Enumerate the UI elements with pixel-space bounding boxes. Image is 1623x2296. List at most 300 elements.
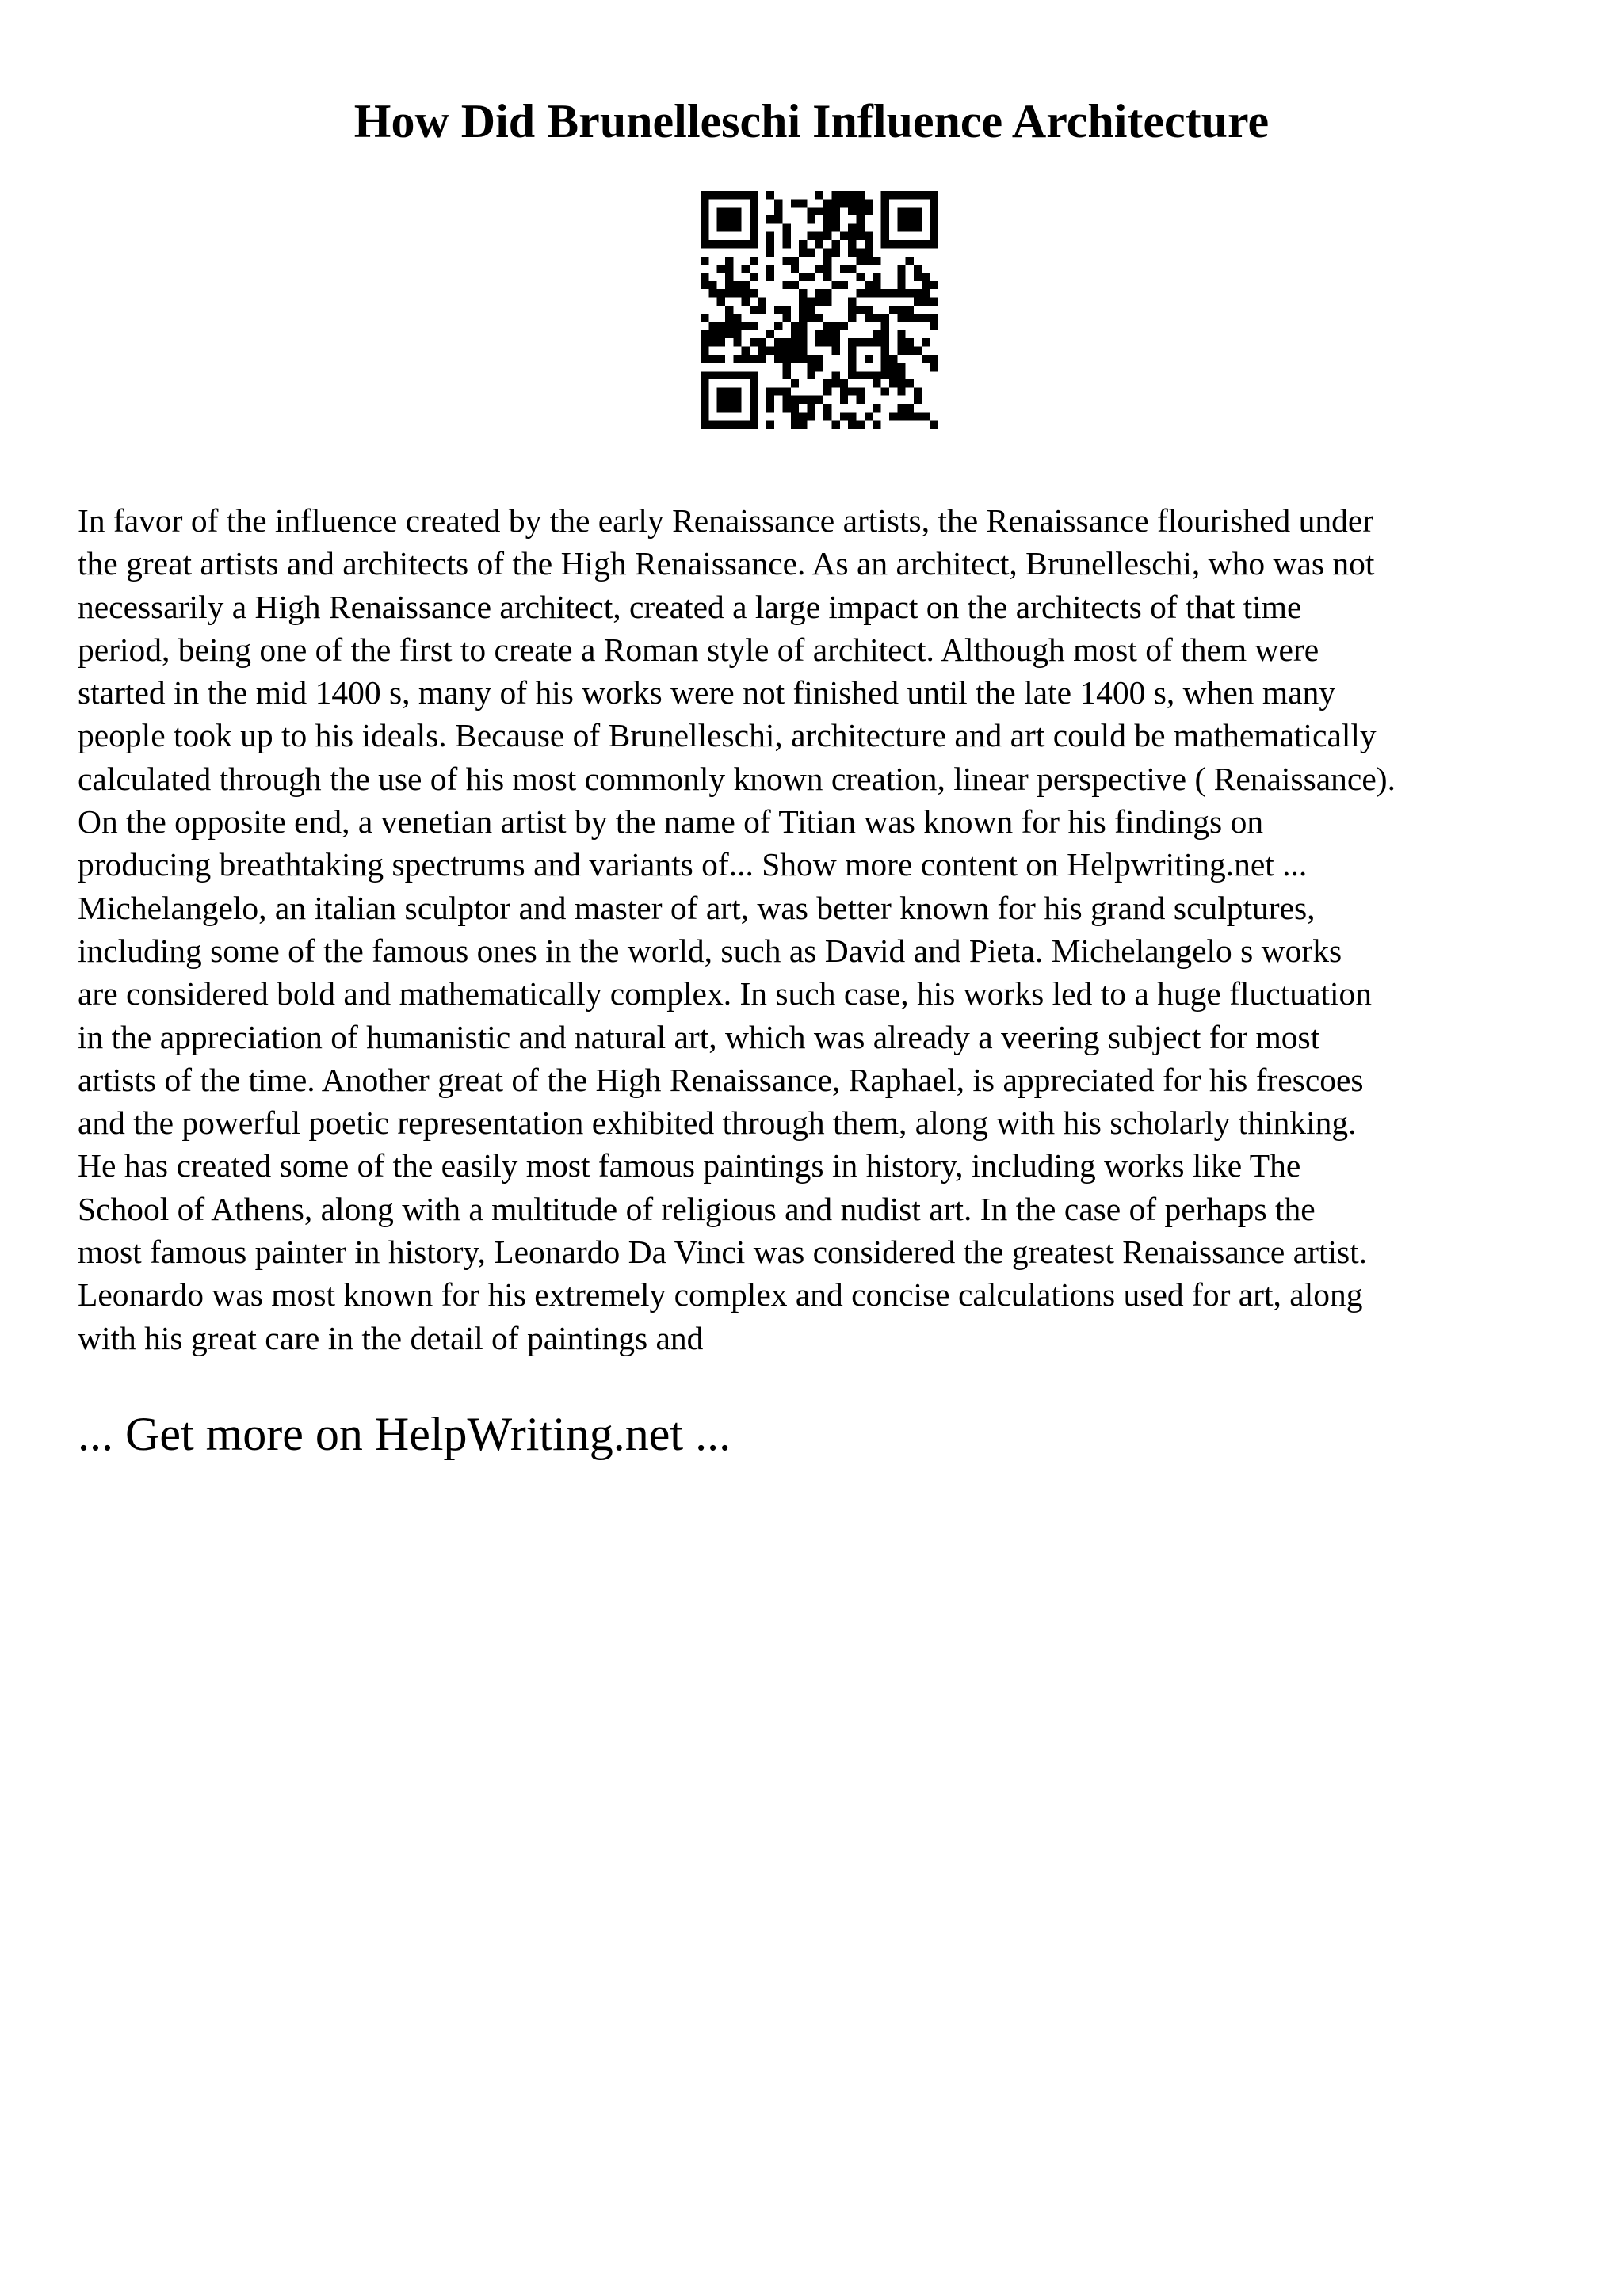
qr-module <box>791 404 799 412</box>
qr-module <box>873 372 880 379</box>
qr-module <box>889 379 897 387</box>
qr-module <box>725 322 733 330</box>
body-line: period, being one of the first to create a Roman style of architect. Although most of them were <box>78 631 1319 668</box>
qr-module <box>848 421 856 429</box>
qr-module <box>766 347 774 355</box>
qr-module <box>733 330 741 338</box>
qr-module <box>922 191 930 199</box>
qr-module <box>906 412 914 420</box>
qr-module <box>717 240 725 248</box>
qr-module <box>881 322 889 330</box>
body-line: artists of the time. Another great of the High Renaissance, Raphael, is appreciated for his frescoes <box>78 1061 1364 1098</box>
qr-module <box>782 396 790 404</box>
qr-module <box>897 387 905 395</box>
qr-module <box>774 347 782 355</box>
qr-module <box>701 396 708 404</box>
qr-module <box>807 273 815 280</box>
qr-module <box>708 355 716 363</box>
qr-module <box>857 223 865 231</box>
qr-module <box>848 412 856 420</box>
qr-module <box>922 289 930 297</box>
qr-module <box>832 215 840 223</box>
qr-module <box>848 306 856 314</box>
qr-module <box>815 208 823 215</box>
qr-module <box>701 330 708 338</box>
qr-module <box>717 322 725 330</box>
qr-module <box>758 306 766 314</box>
qr-module <box>832 379 840 387</box>
qr-module <box>823 297 831 305</box>
qr-module <box>708 372 716 379</box>
qr-module <box>857 306 865 314</box>
qr-module <box>815 338 823 346</box>
qr-module <box>750 199 758 207</box>
qr-module <box>914 208 922 215</box>
qr-module <box>774 322 782 330</box>
qr-module <box>840 199 848 207</box>
qr-module <box>791 421 799 429</box>
qr-module <box>766 191 774 199</box>
qr-module <box>914 396 922 404</box>
qr-module <box>906 215 914 223</box>
qr-module <box>922 355 930 363</box>
qr-module <box>799 330 807 338</box>
qr-module <box>782 347 790 355</box>
qr-module <box>857 289 865 297</box>
qr-module <box>930 223 938 231</box>
qr-module <box>701 257 708 265</box>
qr-module <box>906 314 914 322</box>
qr-module <box>782 223 790 231</box>
qr-module <box>774 306 782 314</box>
qr-module <box>782 306 790 314</box>
qr-module <box>914 191 922 199</box>
qr-module <box>865 240 873 248</box>
qr-module <box>897 273 905 280</box>
qr-module <box>725 314 733 322</box>
qr-module <box>725 240 733 248</box>
qr-module <box>766 265 774 273</box>
qr-module <box>889 191 897 199</box>
qr-module <box>848 191 856 199</box>
qr-module <box>881 223 889 231</box>
qr-module <box>733 355 741 363</box>
qr-module <box>922 240 930 248</box>
qr-module <box>701 387 708 395</box>
qr-module <box>717 421 725 429</box>
body-line: necessarily a High Renaissance architect, created a large impact on the architects of that time <box>78 588 1302 625</box>
qr-module <box>881 199 889 207</box>
qr-module <box>865 289 873 297</box>
qr-module <box>823 248 831 256</box>
qr-module <box>701 314 708 322</box>
qr-module <box>807 363 815 371</box>
qr-module <box>750 387 758 395</box>
qr-module <box>725 257 733 265</box>
qr-module <box>750 257 758 265</box>
qr-module <box>708 421 716 429</box>
qr-module <box>832 248 840 256</box>
qr-module <box>848 347 856 355</box>
qr-module <box>733 223 741 231</box>
qr-module <box>897 208 905 215</box>
qr-module <box>906 306 914 314</box>
qr-module <box>742 281 750 289</box>
qr-module <box>848 232 856 240</box>
qr-module <box>733 404 741 412</box>
get-more-link[interactable]: ... Get more on HelpWriting.net ... <box>78 1408 731 1460</box>
qr-code-icon[interactable] <box>701 189 938 431</box>
qr-module <box>733 396 741 404</box>
qr-module <box>750 215 758 223</box>
qr-module <box>733 281 741 289</box>
qr-module <box>857 199 865 207</box>
qr-module <box>774 208 782 215</box>
qr-module <box>840 281 848 289</box>
qr-module <box>922 412 930 420</box>
qr-module <box>897 404 905 412</box>
qr-module <box>914 273 922 280</box>
qr-module <box>848 208 856 215</box>
qr-module <box>857 248 865 256</box>
qr-module <box>897 191 905 199</box>
qr-module <box>823 223 831 231</box>
qr-module <box>832 208 840 215</box>
qr-module <box>717 396 725 404</box>
qr-module <box>930 363 938 371</box>
qr-module <box>750 322 758 330</box>
qr-module <box>782 387 790 395</box>
qr-module <box>701 223 708 231</box>
qr-module <box>708 330 716 338</box>
qr-module <box>725 330 733 338</box>
qr-module <box>725 421 733 429</box>
body-line: the great artists and architects of the High Renaissance. As an architect, Brunelleschi, who was not <box>78 545 1375 582</box>
qr-module <box>914 240 922 248</box>
qr-module <box>791 355 799 363</box>
qr-module <box>897 314 905 322</box>
qr-module <box>799 412 807 420</box>
qr-module <box>782 281 790 289</box>
qr-module <box>750 421 758 429</box>
qr-module <box>766 215 774 223</box>
qr-module <box>815 363 823 371</box>
qr-module <box>791 396 799 404</box>
qr-module <box>725 306 733 314</box>
qr-module <box>750 273 758 280</box>
qr-module <box>717 215 725 223</box>
qr-module <box>799 314 807 322</box>
qr-module <box>725 191 733 199</box>
qr-module <box>750 289 758 297</box>
qr-module <box>930 199 938 207</box>
qr-module <box>848 372 856 379</box>
qr-module <box>725 387 733 395</box>
qr-module <box>889 372 897 379</box>
qr-module <box>807 208 815 215</box>
qr-module <box>873 281 880 289</box>
qr-module <box>922 314 930 322</box>
qr-module <box>774 387 782 395</box>
qr-module <box>857 208 865 215</box>
qr-module <box>889 363 897 371</box>
qr-module <box>840 412 848 420</box>
qr-module <box>906 208 914 215</box>
qr-module <box>865 281 873 289</box>
body-line: and the powerful poetic representation exhibited through them, along with his scholarly thinking. <box>78 1104 1357 1142</box>
qr-module <box>750 240 758 248</box>
qr-module <box>782 257 790 265</box>
qr-module <box>733 289 741 297</box>
qr-module <box>815 396 823 404</box>
qr-module <box>832 240 840 248</box>
body-line: are considered bold and mathematically complex. In such case, his works led to a huge fluctuation <box>78 975 1372 1013</box>
qr-module <box>782 240 790 248</box>
qr-module <box>815 191 823 199</box>
qr-module <box>733 191 741 199</box>
qr-module <box>708 289 716 297</box>
qr-module <box>881 289 889 297</box>
qr-module <box>922 273 930 280</box>
qr-module <box>857 215 865 223</box>
qr-module <box>906 257 914 265</box>
qr-module <box>906 379 914 387</box>
qr-module <box>750 338 758 346</box>
qr-module <box>799 297 807 305</box>
qr-module <box>914 215 922 223</box>
qr-module <box>897 289 905 297</box>
qr-module <box>906 289 914 297</box>
qr-module <box>791 199 799 207</box>
qr-module <box>766 387 774 395</box>
qr-module <box>823 322 831 330</box>
qr-module <box>889 289 897 297</box>
qr-module <box>889 306 897 314</box>
qr-module <box>717 372 725 379</box>
qr-module <box>832 281 840 289</box>
qr-module <box>930 322 938 330</box>
qr-module <box>742 372 750 379</box>
qr-module <box>848 240 856 248</box>
qr-module <box>857 232 865 240</box>
qr-module <box>873 273 880 280</box>
qr-module <box>782 363 790 371</box>
qr-module <box>708 240 716 248</box>
qr-module <box>750 404 758 412</box>
qr-module <box>750 208 758 215</box>
qr-module <box>733 215 741 223</box>
qr-module <box>897 379 905 387</box>
qr-module <box>906 404 914 412</box>
qr-module <box>725 281 733 289</box>
qr-module <box>823 404 831 412</box>
qr-module <box>815 240 823 248</box>
qr-module <box>750 306 758 314</box>
qr-module <box>708 322 716 330</box>
qr-module <box>807 215 815 223</box>
qr-module <box>914 314 922 322</box>
qr-module <box>873 404 880 412</box>
qr-module <box>881 330 889 338</box>
qr-module <box>766 404 774 412</box>
body-line: On the opposite end, a venetian artist by the name of Titian was known for his findings on <box>78 803 1264 841</box>
qr-module <box>873 289 880 297</box>
qr-module <box>906 347 914 355</box>
qr-module <box>897 265 905 273</box>
qr-module <box>897 223 905 231</box>
qr-module <box>930 355 938 363</box>
qr-module <box>881 215 889 223</box>
qr-module <box>799 421 807 429</box>
body-line: including some of the famous ones in the world, such as David and Pieta. Michelangelo s works <box>78 932 1342 969</box>
qr-module <box>848 223 856 231</box>
qr-module <box>733 421 741 429</box>
qr-module <box>881 372 889 379</box>
qr-module <box>815 232 823 240</box>
qr-module <box>881 363 889 371</box>
qr-module <box>848 314 856 322</box>
qr-module <box>832 191 840 199</box>
qr-module <box>815 265 823 273</box>
qr-module <box>857 338 865 346</box>
qr-module <box>832 199 840 207</box>
qr-module <box>848 338 856 346</box>
qr-module <box>873 338 880 346</box>
qr-module <box>914 412 922 420</box>
qr-module <box>906 338 914 346</box>
qr-module <box>930 421 938 429</box>
qr-module <box>758 355 766 363</box>
qr-module <box>897 338 905 346</box>
qr-module <box>815 355 823 363</box>
qr-module <box>897 240 905 248</box>
qr-module <box>701 421 708 429</box>
qr-module <box>832 322 840 330</box>
qr-module <box>742 347 750 355</box>
qr-module <box>857 387 865 395</box>
qr-module <box>717 387 725 395</box>
qr-module <box>733 322 741 330</box>
qr-module <box>832 330 840 338</box>
qr-module <box>807 404 815 412</box>
qr-module <box>799 347 807 355</box>
qr-module <box>758 347 766 355</box>
qr-module <box>914 297 922 305</box>
qr-module <box>840 387 848 395</box>
qr-module <box>865 306 873 314</box>
qr-module <box>881 355 889 363</box>
qr-module <box>725 372 733 379</box>
qr-module <box>815 330 823 338</box>
qr-module <box>840 322 848 330</box>
qr-module <box>873 257 880 265</box>
qr-module <box>807 232 815 240</box>
qr-module <box>774 338 782 346</box>
qr-module <box>897 347 905 355</box>
qr-module <box>791 322 799 330</box>
qr-module <box>897 412 905 420</box>
qr-module <box>742 322 750 330</box>
qr-module <box>807 355 815 363</box>
qr-module <box>717 330 725 338</box>
qr-module <box>930 240 938 248</box>
qr-module <box>701 215 708 223</box>
qr-module <box>725 404 733 412</box>
qr-module <box>823 208 831 215</box>
qr-module <box>865 355 873 363</box>
qr-module <box>733 208 741 215</box>
qr-module <box>823 273 831 280</box>
qr-module <box>701 199 708 207</box>
qr-module <box>701 355 708 363</box>
qr-module <box>766 421 774 429</box>
qr-module <box>865 248 873 256</box>
qr-module <box>823 257 831 265</box>
body-line: started in the mid 1400 s, many of his works were not finished until the late 1400 s, when many <box>78 674 1336 711</box>
qr-module <box>823 215 831 223</box>
qr-module <box>799 273 807 280</box>
qr-module <box>807 248 815 256</box>
qr-module <box>782 314 790 322</box>
qr-module <box>701 208 708 215</box>
qr-module <box>701 273 708 280</box>
qr-module <box>750 223 758 231</box>
qr-module <box>823 330 831 338</box>
qr-module <box>742 421 750 429</box>
qr-module <box>881 387 889 395</box>
qr-module <box>791 347 799 355</box>
body-line: in the appreciation of humanistic and natural art, which was already a veering subject for most <box>78 1018 1320 1055</box>
qr-module <box>873 314 880 322</box>
qr-module <box>742 191 750 199</box>
qr-module <box>701 338 708 346</box>
qr-module <box>717 289 725 297</box>
qr-module <box>881 314 889 322</box>
qr-module <box>832 223 840 231</box>
qr-module <box>848 387 856 395</box>
qr-module <box>897 281 905 289</box>
body-line: He has created some of the easily most famous paintings in history, including works like The <box>78 1147 1301 1184</box>
qr-module <box>914 347 922 355</box>
qr-module <box>857 421 865 429</box>
qr-module <box>922 281 930 289</box>
qr-module <box>865 199 873 207</box>
qr-module <box>914 265 922 273</box>
qr-module <box>823 379 831 387</box>
body-line: Michelangelo, an italian sculptor and master of art, was better known for his grand sculptures, <box>78 889 1316 926</box>
qr-module <box>708 281 716 289</box>
qr-module <box>807 396 815 404</box>
qr-module <box>873 421 880 429</box>
qr-module <box>930 314 938 322</box>
qr-code-graphic <box>701 189 938 431</box>
qr-module <box>742 265 750 273</box>
qr-module <box>922 338 930 346</box>
qr-module <box>881 191 889 199</box>
qr-module <box>774 355 782 363</box>
qr-module <box>823 232 831 240</box>
qr-module <box>807 412 815 420</box>
qr-module <box>930 281 938 289</box>
qr-module <box>823 338 831 346</box>
qr-module <box>807 297 815 305</box>
qr-module <box>782 372 790 379</box>
qr-module <box>766 232 774 240</box>
qr-module <box>889 240 897 248</box>
qr-module <box>701 347 708 355</box>
qr-module <box>930 208 938 215</box>
qr-module <box>897 363 905 371</box>
